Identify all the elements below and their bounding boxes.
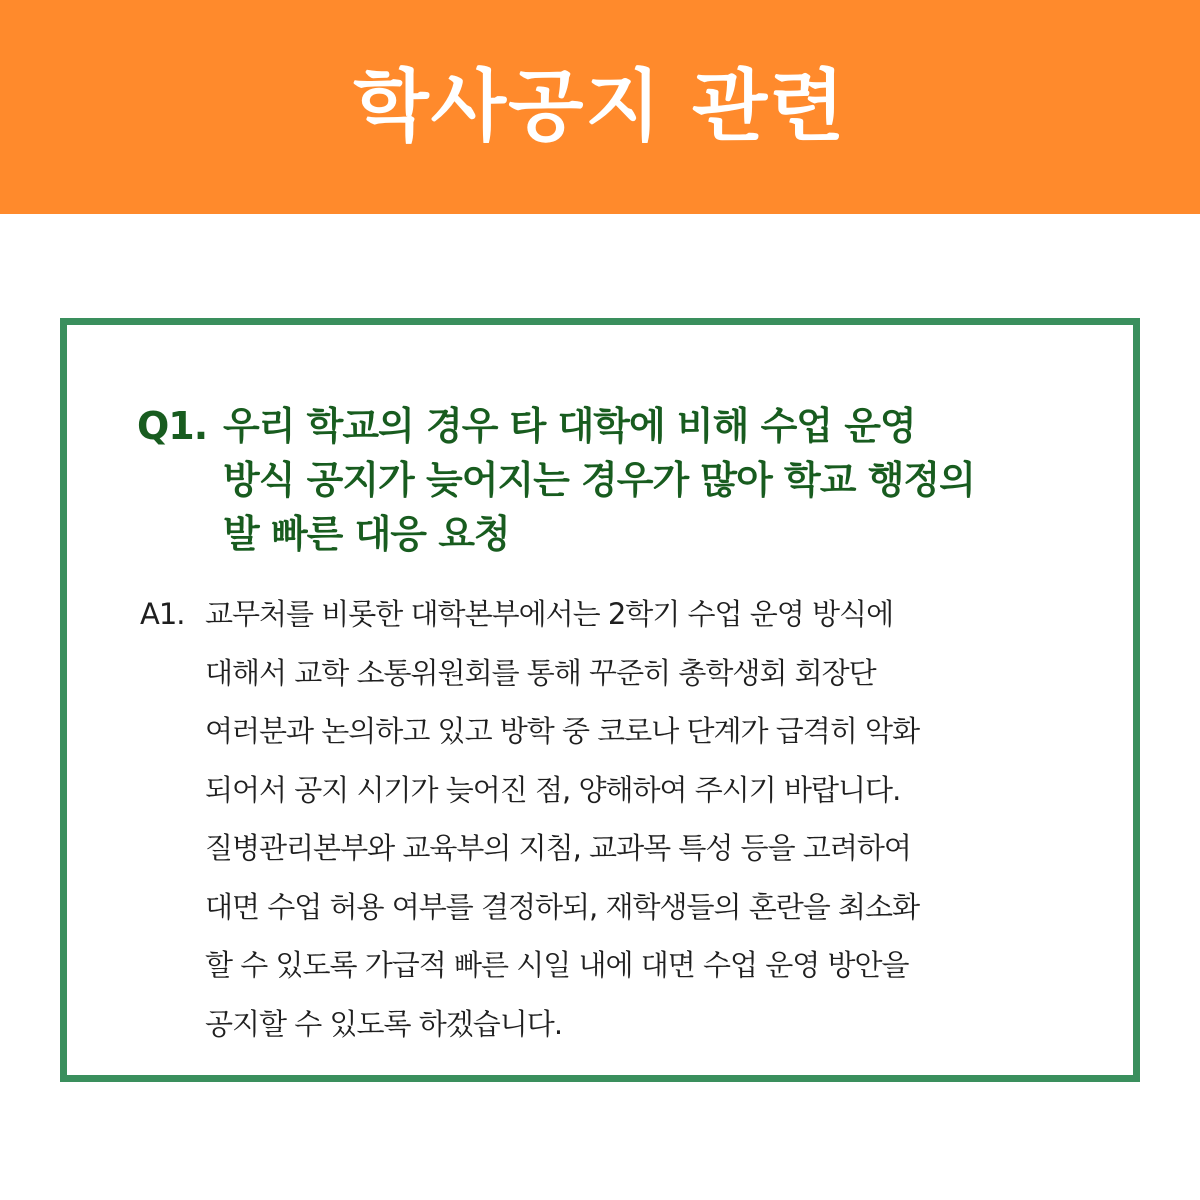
header-banner (0, 0, 1200, 214)
qa-card (60, 318, 1140, 1082)
answer-block (140, 585, 1140, 1053)
page-title: 학사공지 관련 (353, 62, 847, 152)
question-label: Q1. (137, 404, 208, 448)
question-text: 우리 학교의 경우 타 대학에 비해 수업 운영 방식 공지가 늦어지는 경우가 많아 학교 행정의 발 빠른 대응 요청 (223, 404, 975, 556)
question-block (137, 399, 1137, 561)
answer-text: 교무처를 비롯한 대학본부에서는 2학기 수업 운영 방식에 대해서 교학 소통위원회를 통해 꾸준히 총학생회 회장단 여러분과 논의하고 있고 방학 중 코로나 단계가 급격히 악화 되어서 공지 시기가 늦어진 점, 양해하여 주시기 바랍니다. 질병관리본부와 교육부의 지침, 교과목 특성 등을 고려하여 대면 수업 허용 여부를 결정하되, 재학생들의 혼란을 최소화 할 수 있도록 가급적 빠른 시일 내에 대면 수업 운영 방안을 공지할 수 있도록 하겠습니다. (205, 597, 920, 1041)
answer-label: A1. (140, 597, 185, 631)
